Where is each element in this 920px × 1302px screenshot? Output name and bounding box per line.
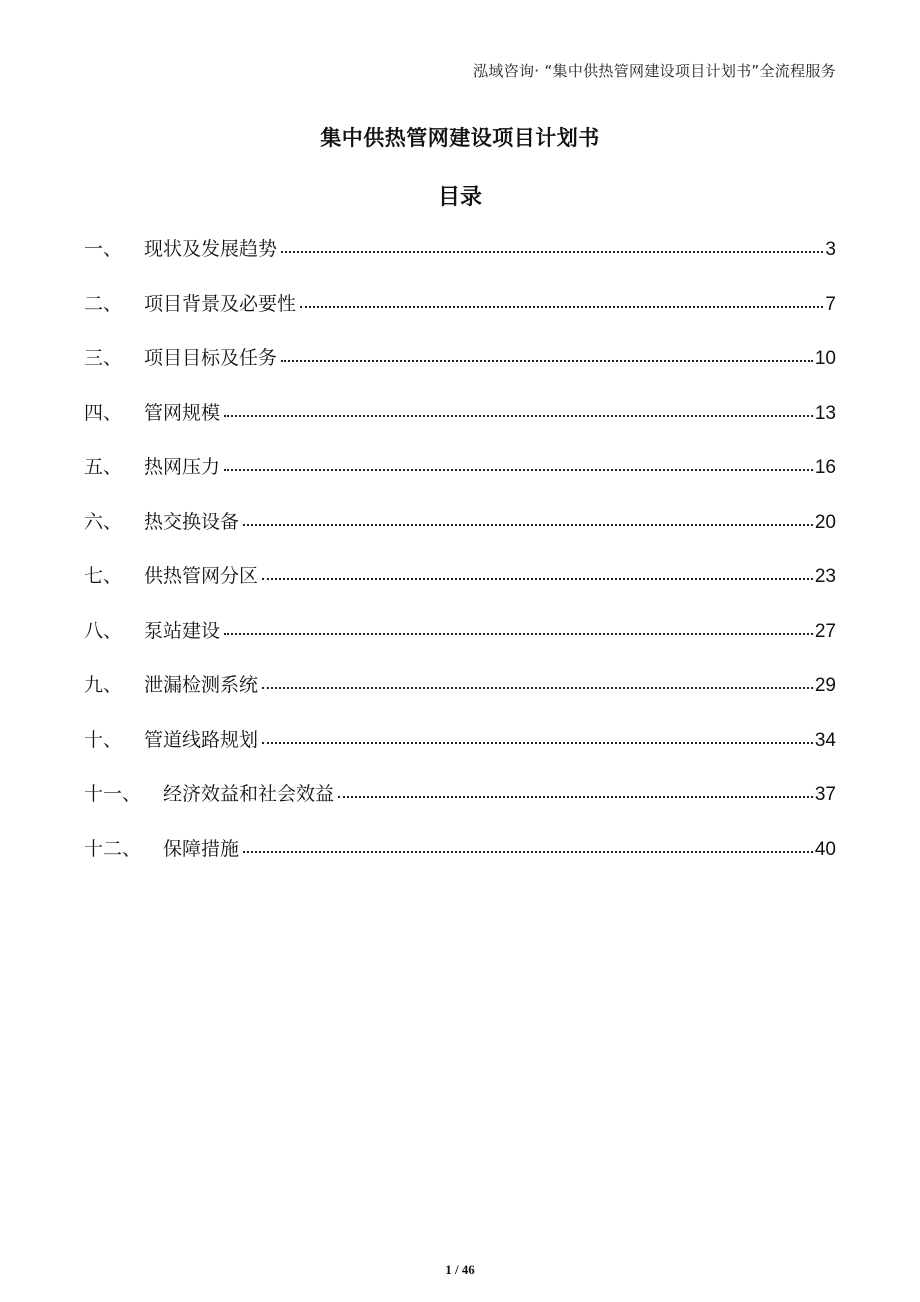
toc-entry-page: 10 (814, 348, 836, 369)
toc-entry[interactable] (84, 779, 836, 834)
toc-entry-page: 20 (814, 511, 836, 533)
document-title: 集中供热管网建设项目计划书 (320, 126, 600, 150)
toc-entry-label: 管网规模 (144, 401, 221, 424)
toc-entry-number: 九、 (84, 674, 123, 696)
toc-entry[interactable] (84, 398, 836, 453)
toc-entry-number: 四、 (84, 401, 123, 424)
toc-entry[interactable] (84, 834, 836, 889)
toc-dot-leader (338, 781, 813, 800)
toc-entry-label: 现状及发展趋势 (144, 238, 278, 260)
toc-entry[interactable] (84, 289, 836, 344)
toc-dot-leader (281, 345, 813, 364)
toc-entry-number: 十、 (84, 728, 123, 751)
toc-dot-leader (300, 291, 823, 310)
toc-entry-number: 五、 (84, 456, 123, 478)
toc-entry-label: 泵站建设 (144, 619, 221, 642)
toc-entry-page: 29 (814, 675, 836, 696)
toc-heading: 目录 (437, 185, 482, 210)
toc-entry-page: 40 (814, 838, 836, 860)
toc-entry-page: 7 (825, 293, 836, 315)
toc-dot-leader (281, 236, 823, 255)
toc-entry-number: 六、 (84, 510, 123, 533)
toc-entry[interactable] (84, 507, 836, 562)
toc-dot-leader (262, 672, 813, 691)
table-of-contents (84, 234, 836, 888)
toc-entry-label: 项目背景及必要性 (144, 292, 297, 315)
toc-dot-leader (262, 563, 813, 582)
toc-entry[interactable] (84, 561, 836, 616)
toc-entry[interactable] (84, 343, 836, 398)
toc-entry-label: 项目目标及任务 (144, 347, 278, 369)
toc-entry[interactable] (84, 452, 836, 507)
toc-dot-leader (243, 509, 813, 528)
toc-dot-leader (224, 400, 813, 419)
toc-entry-page: 16 (814, 457, 836, 478)
toc-entry-number: 三、 (84, 347, 123, 369)
toc-entry-page: 37 (814, 784, 836, 805)
page-number: 1 / 46 (445, 1262, 475, 1277)
toc-entry-label: 经济效益和社会效益 (163, 783, 335, 805)
toc-dot-leader (262, 727, 813, 746)
page-header: 泓域咨询· “集中供热管网建设项目计划书”全流程服务 (473, 62, 836, 80)
toc-entry-page: 27 (814, 620, 836, 642)
toc-entry[interactable] (84, 234, 836, 289)
toc-entry-page: 34 (814, 729, 836, 751)
toc-entry[interactable] (84, 725, 836, 780)
toc-entry[interactable] (84, 670, 836, 725)
toc-entry-page: 23 (814, 566, 836, 587)
toc-dot-leader (224, 618, 813, 637)
toc-entry-label: 供热管网分区 (144, 565, 259, 587)
toc-dot-leader (243, 836, 813, 855)
toc-entry-number: 八、 (84, 619, 123, 642)
toc-entry-number: 十一、 (84, 783, 142, 805)
toc-entry[interactable] (84, 616, 836, 671)
toc-entry-number: 二、 (84, 292, 123, 315)
toc-entry-number: 一、 (84, 238, 123, 260)
toc-entry-label: 热交换设备 (144, 510, 240, 533)
toc-dot-leader (224, 454, 813, 473)
toc-entry-label: 保障措施 (163, 837, 240, 860)
toc-entry-number: 七、 (84, 565, 123, 587)
toc-entry-label: 泄漏检测系统 (144, 674, 259, 696)
toc-entry-label: 管道线路规划 (144, 728, 259, 751)
toc-entry-page: 13 (814, 402, 836, 424)
toc-entry-page: 3 (825, 239, 836, 260)
toc-entry-label: 热网压力 (144, 456, 221, 478)
toc-entry-number: 十二、 (84, 837, 142, 860)
